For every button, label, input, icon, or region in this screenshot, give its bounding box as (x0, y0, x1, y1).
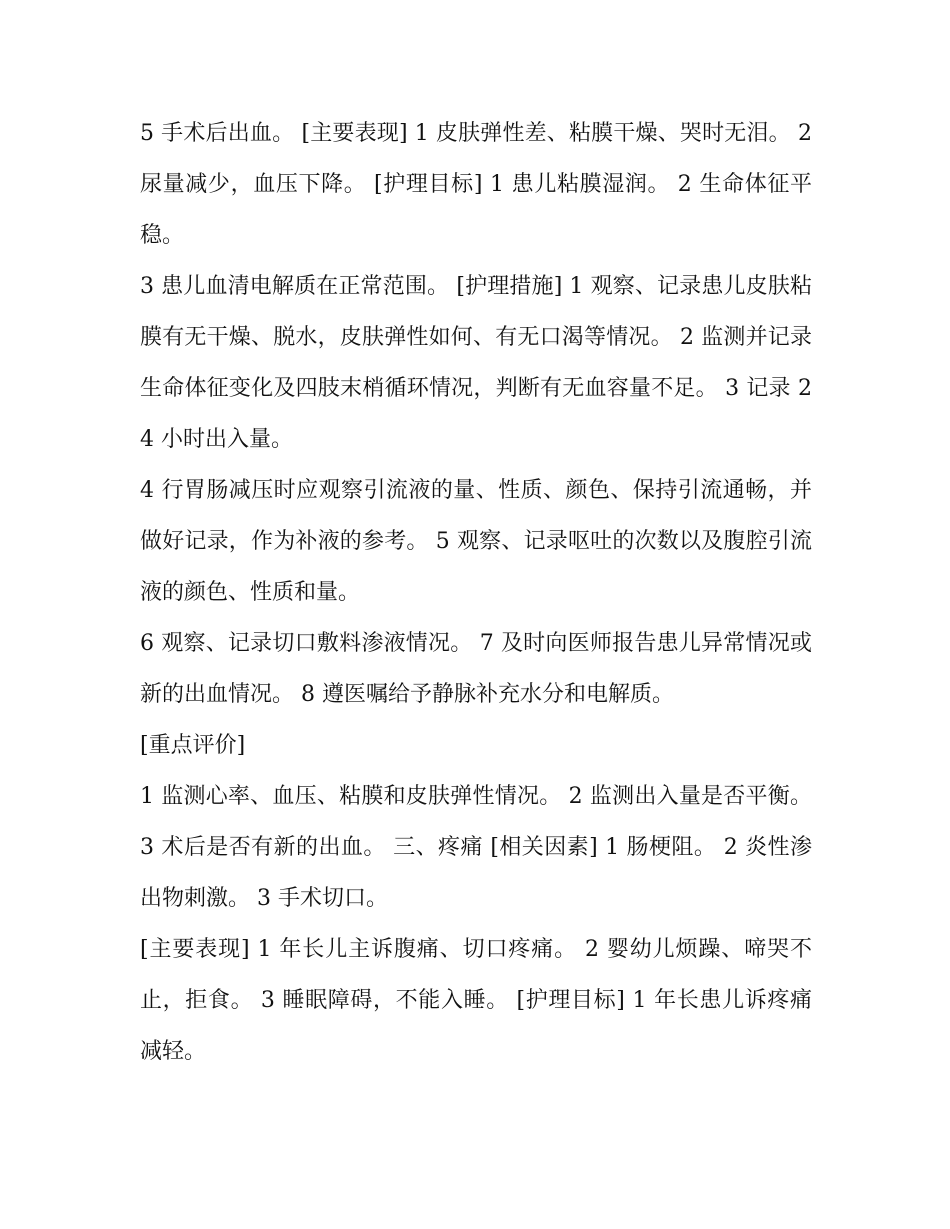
paragraph-5: 1 监测心率、血压、粘膜和皮肤弹性情况。 2 监测出入量是否平衡。 3 术后是否有新的出血。 三、疼痛 [相关因素] 1 肠梗阻。 2 炎性渗出物刺激。 3 手术切口。 (140, 784, 812, 911)
paragraph-1: 5 手术后出血。 [主要表现] 1 皮肤弹性差、粘膜干燥、哭时无泪。 2 尿量减少，血压下降。 [护理目标] 1 患儿粘膜湿润。 2 生命体征平稳。 (140, 121, 812, 248)
paragraph-4: 6 观察、记录切口敷料渗液情况。 7 及时向医师报告患儿异常情况或新的出血情况。 8 遵医嘱给予静脉补充水分和电解质。 (140, 631, 812, 707)
paragraph-2: 3 患儿血清电解质在正常范围。 [护理措施] 1 观察、记录患儿皮肤粘膜有无干燥、脱水，皮肤弹性如何、有无口渴等情况。 2 监测并记录生命体征变化及四肢末梢循环情况，判断有无血容量不足。 3 记录 24 小时出入量。 (140, 274, 812, 452)
paragraph-6: [主要表现] 1 年长儿主诉腹痛、切口疼痛。 2 婴幼儿烦躁、啼哭不止，拒食。 3 睡眠障碍，不能入睡。 [护理目标] 1 年长患儿诉疼痛减轻。 (140, 937, 812, 1064)
paragraph-3: 4 行胃肠减压时应观察引流液的量、性质、颜色、保持引流通畅，并做好记录，作为补液的参考。 5 观察、记录呕吐的次数以及腹腔引流液的颜色、性质和量。 (140, 478, 812, 605)
document-body (140, 108, 812, 1077)
section-heading-key-evaluation: [重点评价] (140, 733, 246, 758)
